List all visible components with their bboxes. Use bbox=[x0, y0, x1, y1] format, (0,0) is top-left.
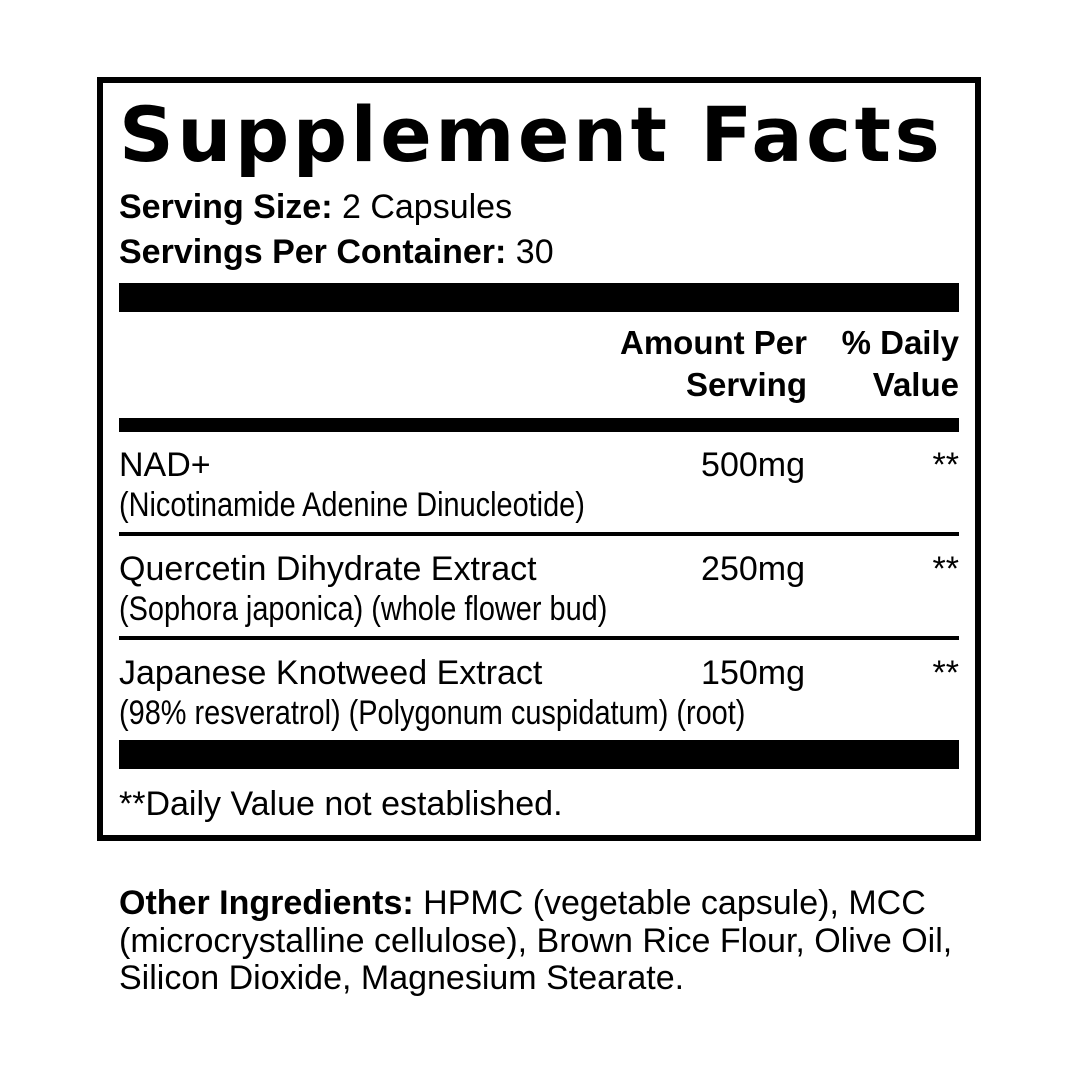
servings-per-container-value: 30 bbox=[515, 233, 554, 271]
column-headers bbox=[119, 312, 959, 418]
ingredient-detail: (98% resveratrol) (Polygonum cuspidatum) (root) bbox=[119, 694, 746, 732]
servings-per-container-label: Servings Per Container: bbox=[119, 233, 507, 271]
ingredient-detail: (Nicotinamide Adenine Dinucleotide) bbox=[119, 486, 585, 524]
ingredient-row-knotweed bbox=[119, 640, 959, 740]
amount-header-line1: Amount Per bbox=[619, 324, 807, 361]
serving-size-row bbox=[119, 185, 959, 230]
dv-header-line1: % Daily bbox=[841, 324, 959, 361]
panel-title: Supplement Facts bbox=[119, 90, 944, 179]
ingredient-amount: 150mg bbox=[701, 654, 805, 692]
ingredient-detail: (Sophora japonica) (whole flower bud) bbox=[119, 590, 608, 628]
serving-size-value: 2 Capsules bbox=[341, 188, 513, 226]
ingredient-name: Japanese Knotweed Extract bbox=[119, 654, 543, 692]
separator-bar-thick-top bbox=[119, 283, 959, 312]
amount-header-line2: Serving bbox=[685, 366, 807, 403]
ingredient-daily-value: ** bbox=[932, 654, 959, 692]
separator-bar-medium bbox=[119, 418, 959, 432]
amount-per-serving-header bbox=[119, 322, 823, 406]
ingredient-row-quercetin bbox=[119, 536, 959, 640]
ingredient-row-nad bbox=[119, 432, 959, 536]
ingredient-amount: 500mg bbox=[701, 446, 805, 484]
servings-per-container-row bbox=[119, 230, 959, 275]
serving-size-label: Serving Size: bbox=[119, 188, 333, 226]
other-ingredients bbox=[119, 885, 969, 998]
daily-value-footnote: **Daily Value not established. bbox=[119, 785, 563, 823]
ingredient-name: Quercetin Dihydrate Extract bbox=[119, 550, 537, 588]
ingredient-daily-value: ** bbox=[932, 446, 959, 484]
ingredient-name: NAD+ bbox=[119, 446, 211, 484]
supplement-facts-panel bbox=[97, 77, 981, 841]
daily-value-header bbox=[823, 322, 959, 406]
ingredient-amount: 250mg bbox=[701, 550, 805, 588]
dv-header-line2: Value bbox=[872, 366, 959, 403]
other-ingredients-label: Other Ingredients: bbox=[119, 884, 414, 922]
other-ingredients-text: HPMC (vegetable capsule), MCC (microcrystalline cellulose), Brown Rice Flour, Olive Oil, Silicon Dioxide, Magnesium Stearate. bbox=[119, 884, 953, 997]
ingredient-daily-value: ** bbox=[932, 550, 959, 588]
separator-bar-thick-bottom bbox=[119, 740, 959, 769]
